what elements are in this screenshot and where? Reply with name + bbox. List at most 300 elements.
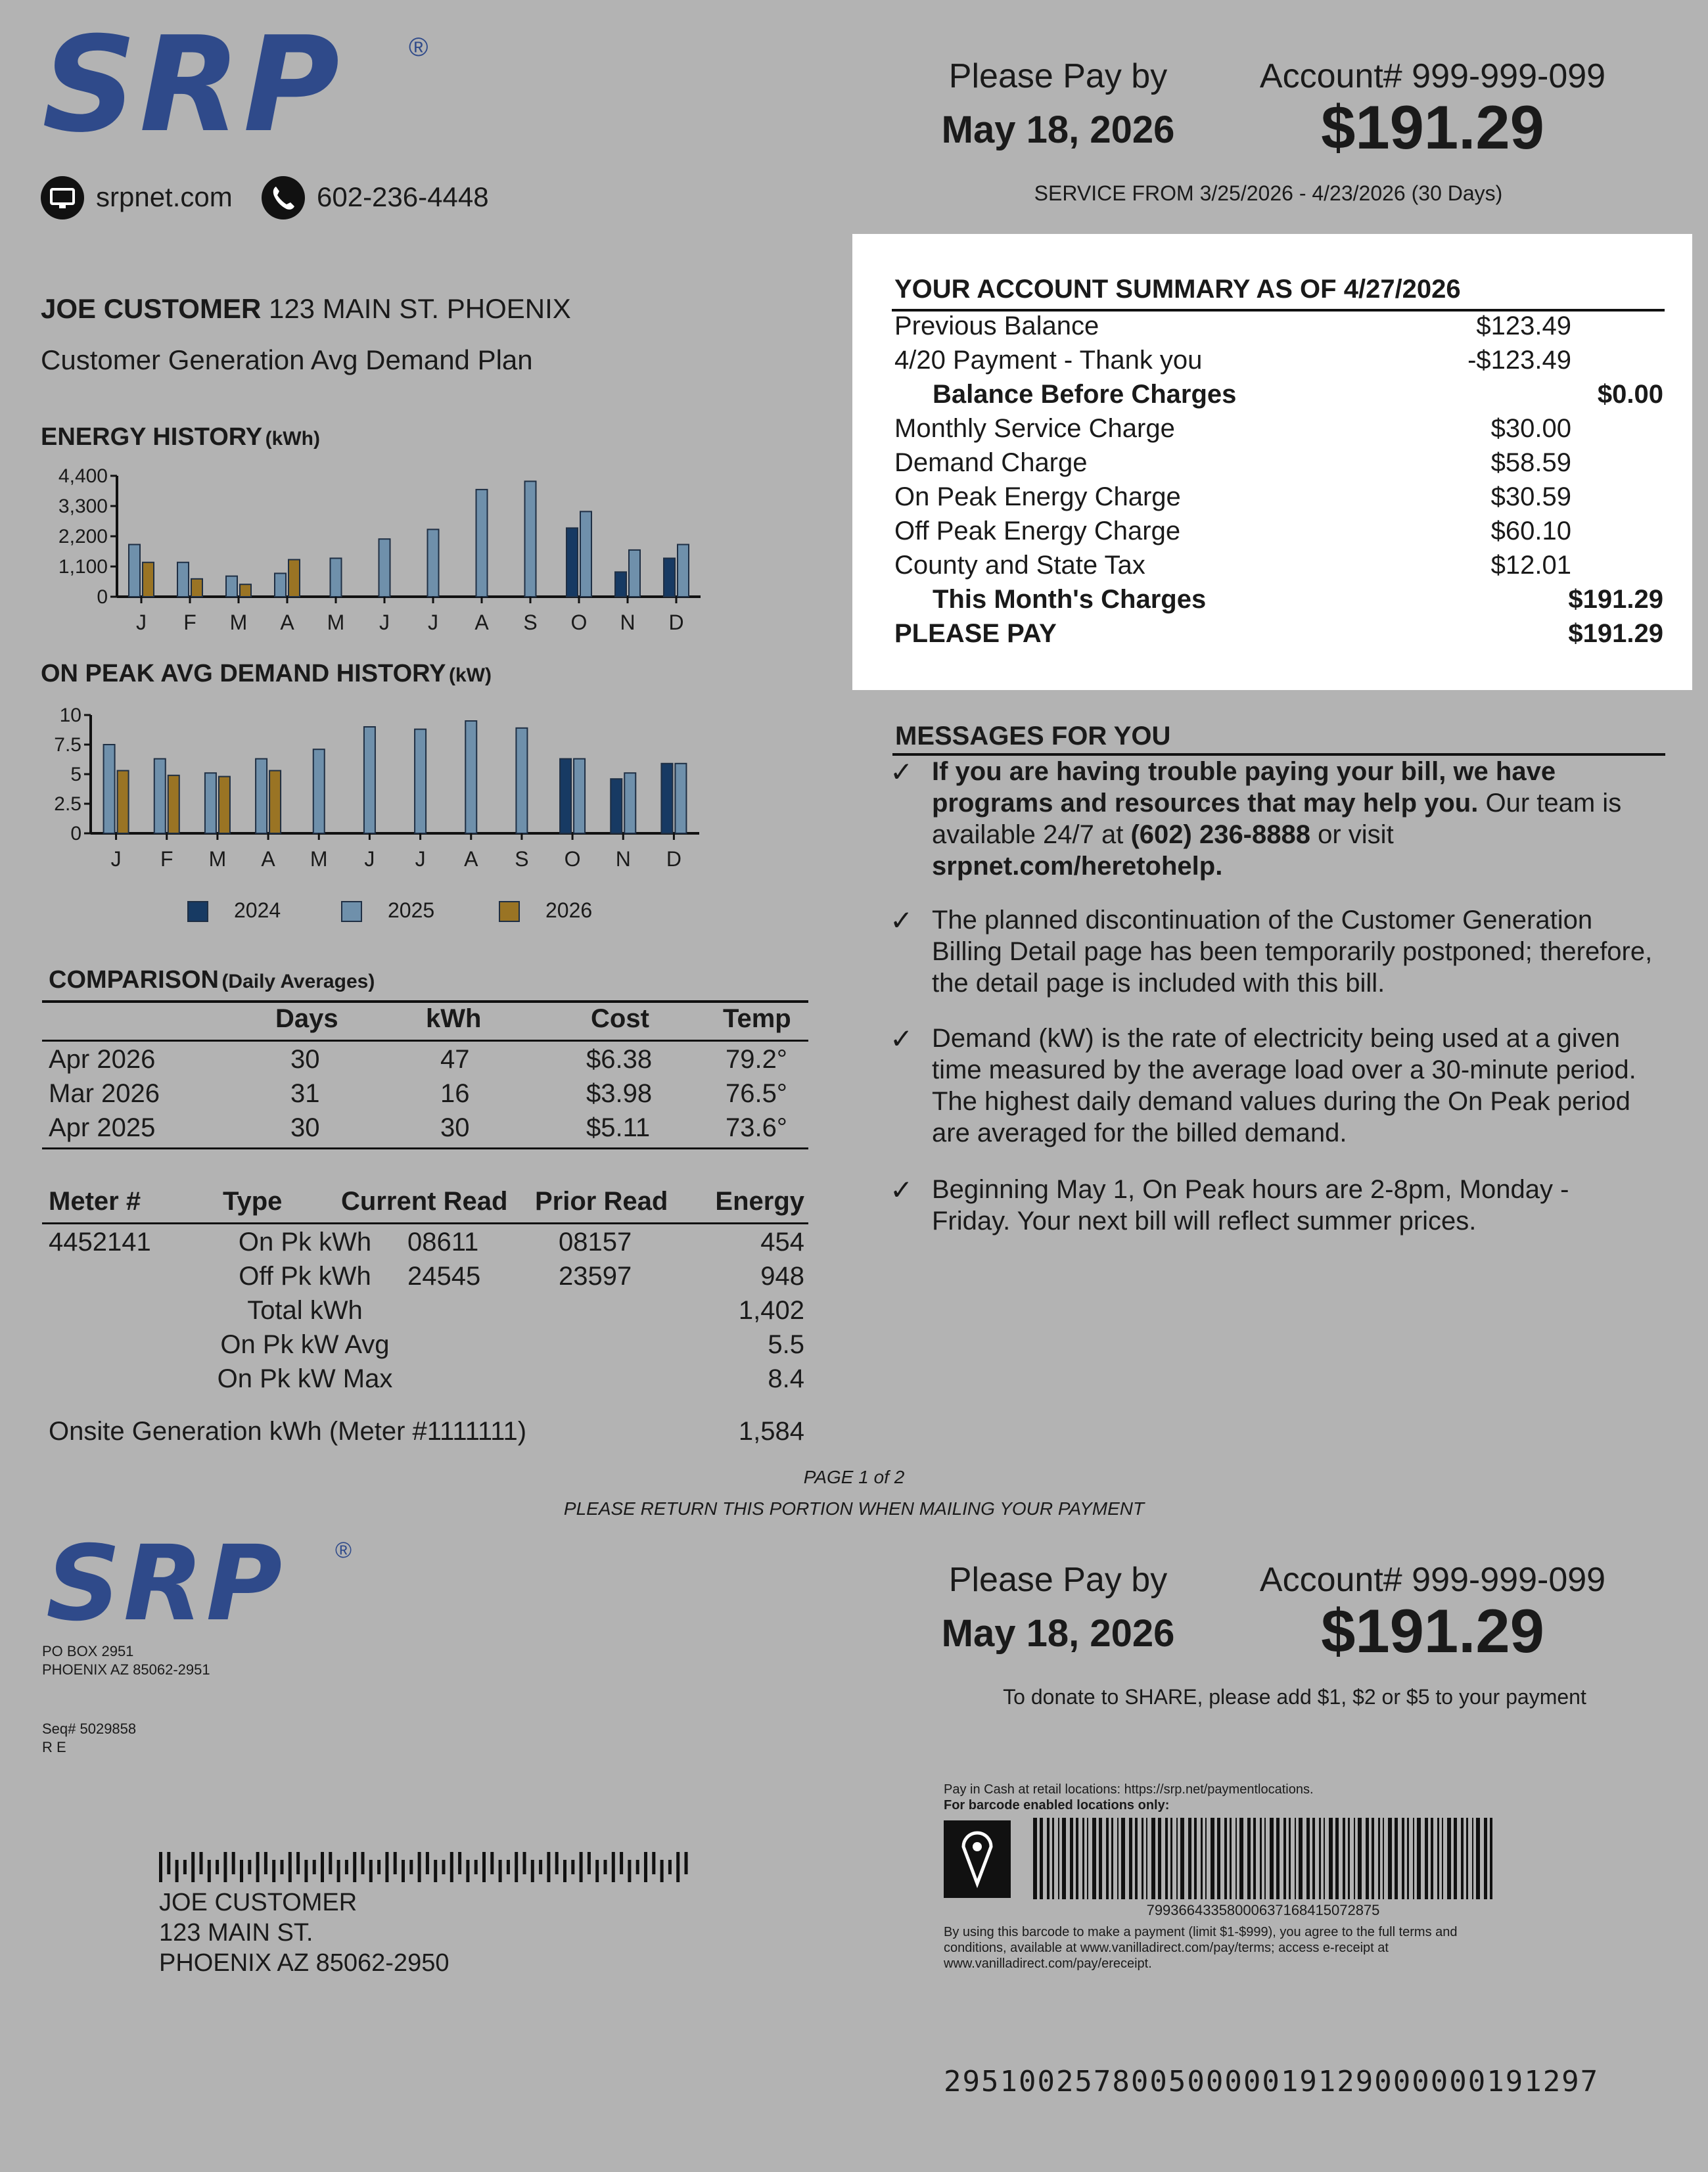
postal-bar (555, 1852, 559, 1874)
bar-2025 (154, 759, 166, 833)
comparison-bottom-rule (42, 1147, 808, 1149)
postal-bar (321, 1852, 324, 1882)
current-read: 24545 (407, 1262, 481, 1291)
stub-please-pay-label: Please Pay by (948, 1561, 1168, 1599)
meter-number: 4452141 (49, 1228, 151, 1257)
bar-2024 (566, 528, 578, 597)
bar-2025 (624, 773, 635, 833)
x-tick-label: O (570, 611, 588, 634)
postal-bar (159, 1852, 162, 1882)
account-summary-box (852, 234, 1692, 690)
summary-row-balance-before-charges (894, 380, 1663, 414)
po-box: PO BOX 2951 (42, 1643, 134, 1659)
comparison-subtitle: (Daily Averages) (221, 971, 375, 992)
row-amount: $58.59 (1490, 448, 1571, 477)
legend-swatch-2024 (188, 902, 208, 921)
row-label: Monthly Service Charge (894, 414, 1175, 443)
postal-bar (223, 1852, 227, 1882)
barcode-bar (1146, 1818, 1147, 1899)
retail-barcode (1033, 1818, 1493, 1899)
postal-bar (507, 1860, 510, 1874)
barcode-bar (1484, 1818, 1487, 1899)
barcode-bar (1407, 1818, 1409, 1899)
bar-2025 (678, 545, 689, 597)
postal-bar (248, 1860, 251, 1874)
barcode-bar (1425, 1818, 1428, 1899)
barcode-bar (1378, 1818, 1380, 1899)
summary-row-on-peak-energy (894, 482, 1663, 517)
postal-bar (200, 1852, 203, 1874)
postal-bar (394, 1852, 397, 1874)
barcode-bar (1472, 1818, 1473, 1899)
barcode-bar (1062, 1818, 1066, 1899)
postal-bar (167, 1852, 170, 1874)
postal-bar (272, 1860, 275, 1882)
summary-row-please-pay (894, 619, 1663, 653)
barcode-bar (1188, 1818, 1191, 1899)
col-meter: Meter # (49, 1187, 141, 1216)
period: Mar 2026 (49, 1079, 160, 1108)
website-link[interactable]: srpnet.com (96, 181, 233, 212)
col-type: Type (223, 1187, 283, 1216)
table-row (42, 1113, 808, 1146)
postal-bar (377, 1860, 381, 1874)
bar-2026 (118, 771, 129, 833)
barcode-bar (1299, 1818, 1303, 1899)
type: Total kWh (247, 1296, 363, 1325)
postal-bar (216, 1860, 219, 1874)
barcode-bar (1033, 1818, 1037, 1899)
row-label: Off Peak Energy Charge (894, 517, 1181, 545)
barcode-terms: By using this barcode to make a payment (limit $1-$999), you agree to the full terms and conditions, available at www.vanilladirect.com/pay/terms; access e-receipt at www.vanilladirect.com/pay/ereceipt. (944, 1925, 1458, 1971)
energy: 5.5 (768, 1330, 804, 1359)
bar-2025 (379, 539, 390, 597)
postal-bar (183, 1860, 187, 1874)
postal-bar (563, 1860, 566, 1882)
barcode-bar (1431, 1818, 1433, 1899)
x-tick-label: J (415, 847, 426, 871)
stub-account-number: Account# 999-999-099 (1259, 1561, 1606, 1599)
col-energy: Energy (715, 1187, 804, 1216)
kwh: 30 (440, 1113, 470, 1142)
barcode-bar (1070, 1818, 1073, 1899)
postal-bar (232, 1852, 235, 1874)
bar-2025 (428, 530, 439, 597)
mail-street: 123 MAIN ST. (159, 1919, 313, 1947)
demand-history-chart (26, 697, 736, 927)
x-tick-label: A (280, 611, 294, 634)
barcode-bar (1283, 1818, 1286, 1899)
barcode-bar (1417, 1818, 1421, 1899)
bar-2025 (226, 576, 237, 597)
re-code: R E (42, 1739, 66, 1755)
message-demand: Demand (kW) is the rate of electricity being used at a given time measured by the average load over a 30-minute period. The highest daily demand values during the On Peak period are averaged for the billed demand. (932, 1024, 1636, 1147)
bar-2025 (516, 728, 527, 833)
barcode-bar (1217, 1818, 1220, 1899)
row-label: Demand Charge (894, 448, 1088, 477)
postal-bar (296, 1852, 300, 1874)
postal-bar (595, 1860, 599, 1882)
barcode-bar (1437, 1818, 1439, 1899)
bar-2024 (664, 558, 675, 597)
x-tick-label: S (523, 611, 538, 634)
x-tick-label: J (379, 611, 390, 634)
bar-2025 (331, 558, 342, 597)
bar-2025 (629, 550, 640, 597)
message-help-url[interactable]: srpnet.com/heretohelp. (932, 852, 1223, 881)
postal-bar (482, 1852, 486, 1882)
x-tick-label: M (310, 847, 328, 871)
summary-row-payment (894, 346, 1663, 380)
x-tick-label: D (666, 847, 681, 871)
barcode-bar (1052, 1818, 1054, 1899)
postal-bar (612, 1852, 615, 1882)
postal-bar (450, 1852, 453, 1882)
period: Apr 2026 (49, 1045, 156, 1074)
legend-label-2025: 2025 (388, 898, 435, 922)
barcode-bar (1129, 1818, 1132, 1899)
barcode-bar (1490, 1818, 1492, 1899)
row-amount: $60.10 (1490, 517, 1571, 545)
amount-due: $191.29 (1321, 93, 1544, 162)
col-temp: Temp (723, 1004, 791, 1033)
barcode-bar (1358, 1818, 1362, 1899)
postal-bar (531, 1860, 534, 1882)
temp: 76.5° (726, 1079, 787, 1108)
energy-chart-title-text: ENERGY HISTORY (41, 423, 263, 451)
due-date: May 18, 2026 (941, 108, 1175, 151)
col-kwh: kWh (426, 1004, 482, 1033)
postal-bar (604, 1860, 607, 1874)
barcode-bar (1402, 1818, 1404, 1899)
current-read: 08611 (407, 1228, 479, 1257)
barcode-bar (1176, 1818, 1178, 1899)
postal-bar (434, 1860, 437, 1882)
barcode-bar (1442, 1818, 1443, 1899)
cost: $5.11 (586, 1113, 651, 1142)
y-tick-label: 1,100 (58, 556, 108, 578)
energy-chart-unit: (kWh) (265, 428, 320, 450)
postal-bar (571, 1860, 574, 1874)
phone-number: 602-236-4448 (317, 181, 489, 212)
barcode-bar (1082, 1818, 1084, 1899)
row-label: Balance Before Charges (933, 380, 1237, 409)
postal-bar (620, 1852, 623, 1874)
summary-row-previous-balance (894, 312, 1663, 346)
postal-bar (474, 1860, 478, 1874)
bar-2025 (104, 745, 115, 833)
comparison-header-row (42, 1004, 808, 1037)
postal-bar (668, 1860, 672, 1874)
postal-bar (644, 1852, 647, 1882)
barcode-bar (1295, 1818, 1296, 1899)
bar-2024 (661, 764, 672, 833)
x-tick-label: J (364, 847, 375, 871)
barcode-bar (1395, 1818, 1398, 1899)
service-period: SERVICE FROM 3/25/2026 - 4/23/2026 (30 Days) (1034, 181, 1503, 205)
check-icon: ✓ (890, 905, 913, 936)
postal-bar (409, 1860, 413, 1874)
postal-bar (652, 1852, 655, 1874)
barcode-bar (1343, 1818, 1345, 1899)
postal-bar (523, 1852, 526, 1874)
barcode-bar (1111, 1818, 1113, 1899)
col-prior-read: Prior Read (535, 1187, 668, 1216)
energy-chart-title (41, 423, 320, 451)
summary-row-tax (894, 551, 1663, 585)
postal-bar (289, 1852, 292, 1882)
barcode-bar (1165, 1818, 1168, 1899)
period: Apr 2025 (49, 1113, 156, 1142)
x-tick-label: A (464, 847, 478, 871)
bar-2025 (574, 759, 585, 833)
energy: 948 (760, 1262, 804, 1291)
barcode-bar (1194, 1818, 1197, 1899)
energy-history-chart (26, 460, 736, 644)
table-row (42, 1330, 808, 1363)
postal-bar (264, 1852, 267, 1874)
postal-bar (281, 1860, 284, 1874)
barcode-bar (1170, 1818, 1172, 1899)
barcode-bar (1383, 1818, 1384, 1899)
bar-2025 (476, 490, 488, 597)
row-amount: $0.00 (1597, 380, 1663, 409)
x-tick-label: F (183, 611, 196, 634)
summary-row-demand-charge (894, 448, 1663, 482)
bar-2025 (364, 727, 375, 833)
postal-bar (304, 1860, 308, 1882)
summary-rows (894, 312, 1663, 653)
row-amount: $191.29 (1568, 585, 1663, 614)
vanilla-direct-logo-icon (944, 1820, 1011, 1898)
x-tick-label: J (428, 611, 438, 634)
demand-chart-title (41, 660, 492, 688)
barcode-bar (1264, 1818, 1266, 1899)
barcode-bar (1476, 1818, 1480, 1899)
barcode-bar (1289, 1818, 1291, 1899)
bar-2026 (191, 579, 202, 597)
legend-label-2024: 2024 (234, 898, 281, 922)
barcode-bar (1142, 1818, 1143, 1899)
barcode-bar (1099, 1818, 1102, 1899)
barcode-bar (1224, 1818, 1227, 1899)
table-row (42, 1262, 808, 1295)
x-tick-label: S (515, 847, 529, 871)
bar-2025 (415, 729, 426, 833)
row-label: On Peak Energy Charge (894, 482, 1181, 511)
x-tick-label: O (564, 847, 581, 871)
customer-name: JOE CUSTOMER (41, 293, 262, 324)
barcode-bar (1324, 1818, 1325, 1899)
legend-label-2026: 2026 (545, 898, 593, 922)
barcode-bar (1329, 1818, 1333, 1899)
summary-row-off-peak-energy (894, 517, 1663, 551)
barcode-bar (1335, 1818, 1339, 1899)
days: 31 (290, 1079, 320, 1108)
postal-barcode (159, 1852, 693, 1882)
barcode-bar (1117, 1818, 1119, 1899)
postal-bar (676, 1852, 680, 1882)
comparison-title-text: COMPARISON (49, 966, 219, 994)
barcode-bar (1319, 1818, 1321, 1899)
srp-logo: SRP (42, 9, 342, 162)
postal-bar (426, 1852, 429, 1874)
postal-bar (580, 1852, 583, 1882)
summary-title: YOUR ACCOUNT SUMMARY AS OF 4/27/2026 (894, 275, 1461, 304)
message-help-phone: (602) 236-8888 (1130, 820, 1310, 849)
barcode-bar (1354, 1818, 1355, 1899)
barcode-bar (1454, 1818, 1457, 1899)
meter-table (42, 1187, 808, 1463)
registered-mark-stub: ® (335, 1538, 352, 1563)
stub-amount-due: $191.29 (1321, 1596, 1544, 1665)
type: On Pk kW Max (217, 1364, 393, 1393)
x-tick-label: M (208, 847, 227, 871)
bar-2025 (129, 545, 140, 597)
x-tick-label: A (474, 611, 489, 634)
barcode-bar (1306, 1818, 1310, 1899)
bar-2025 (525, 481, 536, 597)
check-icon: ✓ (890, 1174, 913, 1205)
bar-2026 (289, 560, 300, 597)
please-pay-label: Please Pay by (948, 57, 1168, 95)
postal-bar (499, 1860, 502, 1882)
days: 30 (290, 1113, 320, 1142)
energy: 8.4 (768, 1364, 804, 1393)
bar-2025 (675, 764, 686, 833)
bar-2025 (580, 511, 591, 597)
stub-due-date: May 18, 2026 (941, 1612, 1175, 1655)
legend-swatch-2026 (499, 902, 519, 921)
postal-bar (442, 1860, 446, 1874)
barcode-bar (1260, 1818, 1262, 1899)
table-row (42, 1296, 808, 1329)
row-label: 4/20 Payment - Thank you (894, 346, 1203, 375)
bar-2025 (313, 749, 325, 833)
mail-city: PHOENIX AZ 85062-2950 (159, 1949, 450, 1977)
barcode-bar (1466, 1818, 1468, 1899)
col-cost: Cost (591, 1004, 649, 1033)
donate-note: To donate to SHARE, please add $1, $2 or $5 to your payment (1003, 1685, 1586, 1709)
postal-bar (515, 1852, 518, 1882)
barcode-bar (1076, 1818, 1078, 1899)
onsite-value: 1,584 (738, 1417, 804, 1446)
barcode-bar (1239, 1818, 1243, 1899)
onsite-generation-row (42, 1417, 808, 1450)
comparison-header-rule (42, 1040, 808, 1042)
y-tick-label: 10 (59, 705, 81, 726)
bar-2026 (168, 775, 179, 833)
postal-bar (628, 1860, 631, 1882)
row-amount: $191.29 (1568, 619, 1663, 648)
barcode-bar (1230, 1818, 1232, 1899)
row-amount: $30.00 (1490, 414, 1571, 443)
barcode-bar (1211, 1818, 1214, 1899)
y-tick-label: 7.5 (54, 734, 81, 756)
kwh: 47 (440, 1045, 470, 1074)
prior-read: 08157 (559, 1228, 632, 1257)
mail-name: JOE CUSTOMER (159, 1889, 358, 1916)
barcode-bar (1447, 1818, 1451, 1899)
customer-line (41, 293, 571, 325)
temp: 79.2° (726, 1045, 787, 1074)
barcode-bar (1058, 1818, 1059, 1899)
barcode-bar (1135, 1818, 1138, 1899)
postal-bar (208, 1860, 211, 1882)
bar-2025 (275, 573, 286, 597)
barcode-bar (1121, 1818, 1125, 1899)
registered-mark: ® (409, 33, 428, 62)
y-tick-label: 5 (70, 764, 81, 785)
bar-2024 (611, 779, 622, 833)
meter-header-rule (42, 1222, 808, 1224)
message-help-text2: or visit (1310, 820, 1394, 849)
bar-2025 (205, 773, 216, 833)
energy: 454 (760, 1228, 804, 1257)
postal-bar (329, 1852, 332, 1874)
cash-note: Pay in Cash at retail locations: https://srp.net/paymentlocations. (944, 1782, 1314, 1797)
type: On Pk kW Avg (220, 1330, 390, 1359)
table-row (42, 1228, 808, 1260)
x-tick-label: J (110, 847, 122, 871)
bar-2025 (256, 759, 267, 833)
barcode-bar (1366, 1818, 1369, 1899)
barcode-bar (1413, 1818, 1414, 1899)
x-tick-label: F (160, 847, 173, 871)
bar-2025 (465, 721, 476, 833)
postal-bar (636, 1860, 639, 1874)
row-label: County and State Tax (894, 551, 1145, 580)
barcode-bar (1270, 1818, 1274, 1899)
postal-bar (466, 1860, 469, 1882)
barcode-bar (1201, 1818, 1203, 1899)
y-tick-label: 0 (70, 823, 81, 844)
return-note: PLEASE RETURN THIS PORTION WHEN MAILING YOUR PAYMENT (563, 1498, 1145, 1519)
comparison-rule (42, 1000, 808, 1003)
messages-title: MESSAGES FOR YOU (895, 722, 1171, 751)
rate-plan: Customer Generation Avg Demand Plan (41, 344, 533, 375)
bar-2025 (177, 563, 189, 597)
bar-2026 (143, 563, 154, 597)
postal-bar (458, 1852, 461, 1874)
row-label: Previous Balance (894, 312, 1099, 340)
message-help (932, 756, 1661, 882)
x-tick-label: A (261, 847, 275, 871)
summary-row-monthly-service (894, 414, 1663, 448)
barcode-bar (1372, 1818, 1374, 1899)
barcode-bar (1235, 1818, 1237, 1899)
y-tick-label: 3,300 (58, 496, 108, 517)
sequence-number: Seq# 5029858 (42, 1721, 137, 1737)
prior-read: 23597 (559, 1262, 632, 1291)
postal-bar (490, 1852, 494, 1874)
phone-icon (262, 176, 305, 220)
barcode-bar (1388, 1818, 1392, 1899)
srp-logo-stub: SRP (46, 1523, 285, 1644)
barcode-bar (1205, 1818, 1207, 1899)
table-row (42, 1045, 808, 1078)
y-tick-label: 4,400 (58, 465, 108, 487)
type: Off Pk kWh (239, 1262, 371, 1291)
table-row (42, 1079, 808, 1112)
bar-2024 (560, 759, 571, 833)
postal-bar (361, 1852, 365, 1874)
postal-bar (369, 1860, 373, 1882)
postal-bar (660, 1860, 664, 1882)
comparison-table (42, 1004, 808, 1151)
x-tick-label: J (136, 611, 147, 634)
demand-chart-title-text: ON PEAK AVG DEMAND HISTORY (41, 660, 446, 687)
